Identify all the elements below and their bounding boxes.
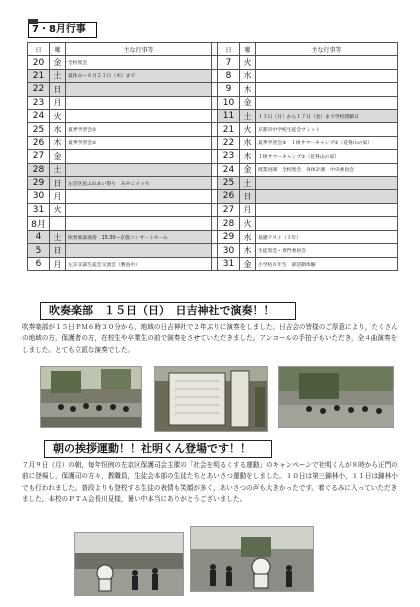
photo-brass-band-performance [40,366,142,428]
event-cell [256,176,398,189]
photo-image [41,367,141,427]
weekday-cell: 木 [50,136,66,149]
table-row [28,217,398,231]
table-row [28,123,398,136]
table-row [28,109,398,122]
day-cell: 27 [218,203,240,216]
event-cell [256,83,398,96]
weekday-cell [50,217,66,231]
weekday-cell: 月 [50,96,66,109]
weekday-cell: 水 [240,69,256,82]
event-cell [66,83,212,96]
event-cell: 京都市中学校生徒会サミット [256,123,398,136]
event-cell [66,244,212,257]
weekday-cell: 土 [50,163,66,176]
event-cell: 左京区民ふれあい祭り みやこメッセ [66,176,212,189]
table-row [28,136,398,149]
weekday-cell: 水 [240,136,256,149]
event-cell: １組サマーキャンプ②（花脊山の家） [256,150,398,163]
event-cell [66,203,212,216]
day-cell: 21 [218,123,240,136]
event-cell: 夏季学習会① [66,123,212,136]
weekday-cell: 木 [240,83,256,96]
event-cell [256,56,398,69]
event-cell: 夏季学習会② [66,136,212,149]
event-cell [66,109,212,122]
day-cell: 8月 [28,217,50,231]
event-cell: 基礎テスト（３年） [256,231,398,244]
weekday-cell: 木 [240,150,256,163]
photo-image [75,533,183,595]
table-row [28,150,398,163]
photo-image [279,367,393,427]
weekday-cell: 土 [50,231,66,244]
weekday-cell: 金 [240,96,256,109]
header-events: 主な行事等 [256,43,398,56]
day-cell: 6 [28,257,50,270]
page-title: 7・8月行事 [28,22,97,38]
event-cell: 吹奏楽部演奏 15:30〜京都コンサートホール [66,231,212,244]
weekday-cell: 月 [240,203,256,216]
weekday-cell: 木 [240,244,256,257]
table-row [28,163,398,176]
day-cell: 8 [218,69,240,82]
day-cell: 24 [218,163,240,176]
table-row [28,244,398,257]
event-cell: 夏季学習会③ １組サマーキャンプ①（花脊山の家） [256,136,398,149]
table-row [28,190,398,203]
weekday-cell: 水 [240,231,256,244]
table-row [28,257,398,270]
day-cell: 21 [28,69,50,82]
day-cell: 20 [28,56,50,69]
day-cell: 11 [218,109,240,122]
photo-shrine-signboard [154,366,268,432]
day-cell: 27 [28,150,50,163]
weekday-cell: 日 [50,176,66,189]
weekday-cell: 金 [240,163,256,176]
weekday-cell: 火 [240,123,256,136]
weekday-cell: 水 [50,123,66,136]
event-cell [256,203,398,216]
weekday-cell: 火 [50,109,66,122]
weekday-cell: 火 [50,203,66,216]
day-cell: 29 [218,231,240,244]
weekday-cell: 火 [240,217,256,231]
table-row [28,83,398,96]
day-cell: 28 [218,217,240,231]
weekday-cell: 土 [50,69,66,82]
section-heading-greeting-campaign: 朝の挨拶運動！！社明くん登場です！！ [44,440,272,458]
section-text-greeting-campaign: ７月９日（月）の朝，毎年恒例の左京区保護司会主催の「社会を明るくする運動」のキャンペーンで社明くんが８時から正門の前に登場し，保護司の方々，教職員，生徒会本部の生徒たちとあいさつ運動をしました。１０日は第三錦林小，１１日は錦林小でも行われました。普段よりも登校する生徒の表情も笑顔が多く，あいさつの声も大きかったです。着ぐるみに入っていただきました，本校のＰＴＡ会長川見様，暑い中本当にありがとうございました。 [22,461,398,503]
day-cell: 23 [28,96,50,109]
event-cell [66,150,212,163]
weekday-cell: 日 [50,244,66,257]
event-cell [66,190,212,203]
day-cell: 26 [218,190,240,203]
day-cell: 22 [28,83,50,96]
photo-image [191,527,313,591]
day-cell: 23 [218,150,240,163]
event-cell: 生徒集会・専門委員会 [256,244,398,257]
day-cell: 29 [28,176,50,189]
event-cell: 授業再開 全校集会 身体計測 中央委員会 [256,163,398,176]
photo-image [155,367,267,431]
day-cell: 31 [218,257,240,270]
weekday-cell: 土 [240,109,256,122]
day-cell: 7 [218,56,240,69]
day-cell: 25 [218,176,240,189]
section-heading-brass-band: 吹奏楽部 １５日（日） 日吉神社で演奏！！ [40,302,296,320]
table-row [28,203,398,216]
header-day: 日 [28,43,50,56]
table-row [28,69,398,82]
photo-greeting-students [190,526,314,592]
event-cell [256,96,398,109]
weekday-cell: 金 [50,150,66,163]
table-row [28,176,398,189]
table-row [28,96,398,109]
header-day: 日 [218,43,240,56]
photo-mascot-at-gate [74,532,184,596]
header-weekday: 曜 [240,43,256,56]
event-cell [66,217,212,231]
day-cell: 5 [28,244,50,257]
weekday-cell: 月 [50,190,66,203]
day-cell: 26 [28,136,50,149]
schedule-table [27,42,398,271]
section-text-brass-band: 吹奏楽部が１５日ＰＭ６時３０分から，地域の日吉神社で２年ぶりに演奏をしました。日吉会の皆様のご厚意により，たくさんの地域の方，保護者の方，在校生や卒業生の前で演奏をさせていただきました。アンコールの手拍子もいただき，全４曲演奏をしました。とても立派な演奏でした。 [22,323,398,354]
weekday-cell: 金 [240,257,256,270]
photo-audience [278,366,394,428]
event-cell [256,217,398,231]
event-cell [66,163,212,176]
event-cell [256,69,398,82]
day-cell: 31 [28,203,50,216]
event-cell [66,96,212,109]
day-cell: 4 [28,231,50,244]
table-header-row [28,43,398,56]
day-cell: 25 [28,123,50,136]
header-events: 主な行事等 [66,43,212,56]
day-cell: 30 [218,244,240,257]
weekday-cell: 日 [50,83,66,96]
day-cell: 30 [28,190,50,203]
day-cell: 28 [28,163,50,176]
event-cell: 左京支部生徒会交流会（敷島中） [66,257,212,270]
event-cell: 小学校６年生 部活動体験 [256,257,398,270]
day-cell: 9 [218,83,240,96]
day-cell: 10 [218,96,240,109]
weekday-cell: 月 [50,257,66,270]
day-cell: 22 [218,136,240,149]
event-cell: １３日（月）から１７日（金）まで学校閉鎖日 [256,109,398,122]
weekday-cell: 金 [50,56,66,69]
event-cell: 全校集会 [66,56,212,69]
event-cell [256,190,398,203]
day-cell: 24 [28,109,50,122]
weekday-cell: 火 [240,56,256,69]
weekday-cell: 日 [240,190,256,203]
header-weekday: 曜 [50,43,66,56]
table-row [28,231,398,244]
weekday-cell: 土 [240,176,256,189]
table-row [28,56,398,69]
event-cell: 夏休み〜８月２３日（木）まで [66,69,212,82]
